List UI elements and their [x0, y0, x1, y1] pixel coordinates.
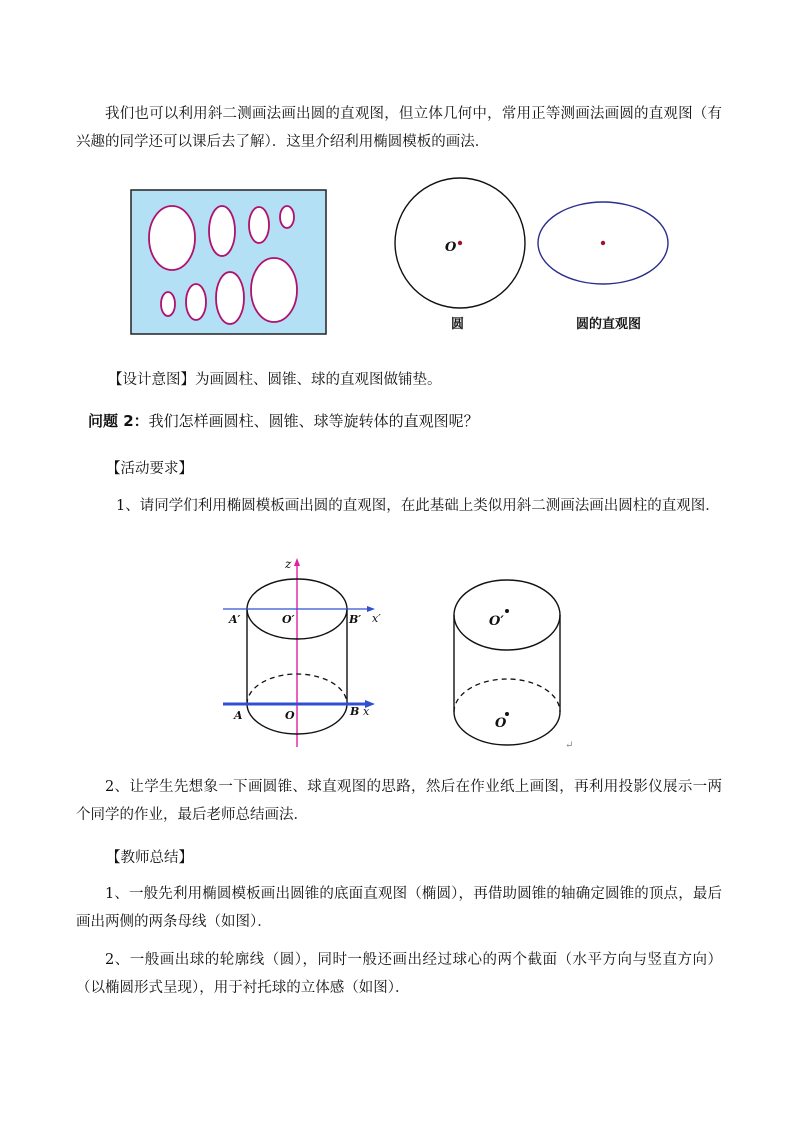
template-hole [216, 272, 244, 324]
figure-cylinders [215, 552, 595, 752]
z-label: z [285, 557, 292, 571]
circle-caption: 圆 [451, 317, 465, 332]
ellipse-center-dot [601, 241, 605, 245]
template-hole [149, 206, 195, 270]
ellipse-caption: 圆的直观图 [576, 317, 642, 332]
design-intent: 【设计意图】为画圆柱、圆锥、球的直观图做铺垫。 [108, 372, 442, 388]
cylinder-with-axes [223, 557, 381, 747]
template-hole [209, 206, 235, 256]
top-center-dot [505, 609, 509, 613]
circle-center-label: O [445, 240, 457, 255]
summary-item-1: 1、一般先利用椭圆模板画出圆锥的底面直观图（椭圆），再借助圆锥的轴确定圆锥的顶点，最后画出两侧的两条母线（如图）． [76, 886, 722, 930]
teacher-summary-header: 【教师总结】 [106, 850, 193, 866]
label-b: B [350, 705, 360, 718]
activity-item-1: 1、请同学们利用椭圆模板画出圆的直观图，在此基础上类似用斜二测画法画出圆柱的直观图． [116, 498, 720, 514]
cylinder-top-ellipse [454, 580, 560, 650]
template-hole [249, 207, 269, 243]
cylinder-bottom-front [454, 712, 560, 745]
question-2-text: 我们怎样画圆柱、圆锥、球等旋转体的直观图呢？ [148, 412, 479, 430]
cylinder-plain [454, 580, 573, 751]
cylinder-bottom-back [454, 679, 560, 712]
label-a: A [234, 709, 243, 722]
label-bottom-center: O [495, 716, 507, 731]
label-o-prime: O′ [282, 613, 295, 626]
activity-item-2: 2、让学生先想象一下画圆锥、球直观图的思路，然后在作业纸上画图，再利用投影仪展示一两个同学的作业，最后老师总结画法． [76, 779, 722, 823]
figure-ellipse-template [125, 170, 680, 340]
template-hole [280, 206, 294, 228]
template-hole [161, 292, 175, 316]
return-mark: ↵ [565, 740, 574, 751]
label-x: x [363, 705, 370, 718]
template-hole [251, 258, 297, 322]
question-2 [88, 410, 479, 431]
label-a-prime: A′ [229, 613, 241, 626]
activity-header: 【活动要求】 [106, 461, 193, 477]
label-b-prime: B′ [349, 613, 362, 626]
z-axis-arrow [294, 558, 300, 566]
label-o: O [285, 709, 295, 722]
summary-item-2: 2、一般画出球的轮廓线（圆），同时一般还画出经过球心的两个截面（水平方向与竖直方向）（以椭圆形式呈现），用于衬托球的立体感（如图）． [76, 952, 722, 996]
intro-paragraph: 我们也可以利用斜二测画法画出圆的直观图，但立体几何中，常用正等测画法画圆的直观图（有兴趣的同学还可以课后去了解）．这里介绍利用椭圆模板的画法． [76, 106, 722, 150]
label-x-prime: x′ [372, 612, 381, 625]
question-2-label: 问题 2： [88, 412, 149, 430]
template-hole [186, 284, 206, 320]
label-top-center: O′ [489, 614, 504, 629]
circle-center-dot [458, 241, 462, 245]
